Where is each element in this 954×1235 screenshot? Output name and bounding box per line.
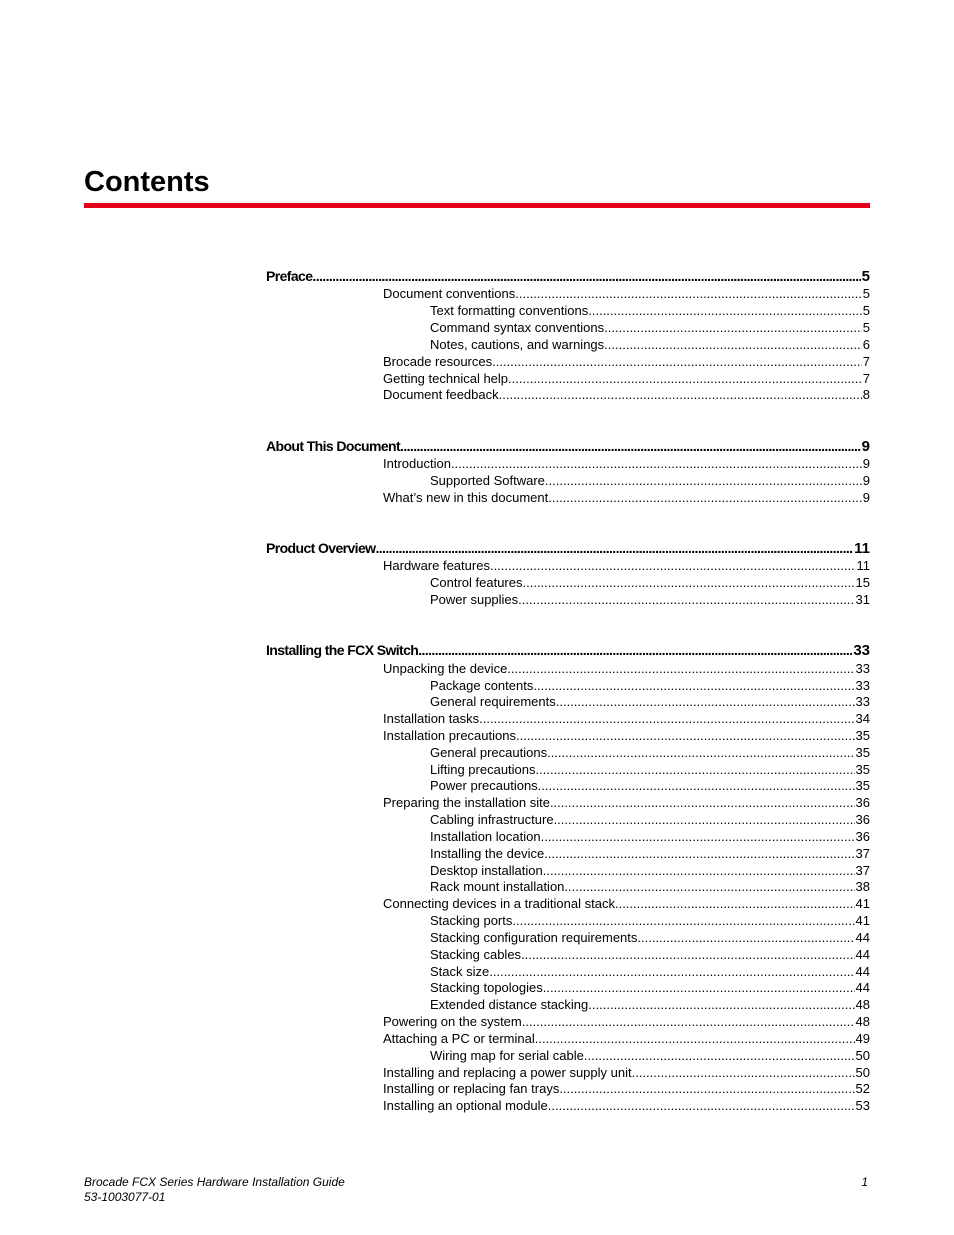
toc-dot-leader	[400, 437, 861, 455]
toc-page-number: 5	[861, 268, 870, 285]
toc-entry-title: Unpacking the device	[383, 661, 508, 676]
toc-chapter-entry[interactable]	[266, 437, 870, 455]
toc-page-number: 9	[861, 438, 870, 455]
toc-chapter-entry[interactable]	[266, 539, 870, 557]
toc-entry-title: General requirements	[430, 694, 556, 709]
toc-page-number: 50	[855, 1048, 870, 1063]
toc-entry-title: Stacking topologies	[430, 980, 543, 995]
toc-entry-title: Preparing the installation site	[383, 795, 550, 810]
toc-page-number: 11	[854, 540, 870, 557]
toc-entry[interactable]	[383, 386, 870, 403]
toc-entry-title: Supported Software	[430, 473, 545, 488]
toc-entry-title: General precautions	[430, 745, 548, 760]
toc-entry-title: Desktop installation	[430, 863, 543, 878]
toc-page-number: 37	[855, 846, 870, 861]
toc-entry-title: Document conventions	[383, 286, 516, 301]
toc-page-number: 7	[862, 371, 870, 386]
toc-entry[interactable]	[430, 574, 870, 591]
toc-page-number: 36	[855, 829, 870, 844]
toc-page-number: 44	[855, 930, 870, 945]
toc-entry-title: Cabling infrastructure	[430, 812, 554, 827]
toc-page-number: 9	[862, 456, 870, 471]
toc-entry[interactable]	[383, 660, 870, 677]
toc-dot-leader	[507, 660, 854, 677]
toc-entry[interactable]	[430, 828, 870, 845]
toc-dot-leader	[515, 285, 862, 302]
toc-entry-title: Installing or replacing fan trays	[383, 1081, 560, 1096]
toc-dot-leader	[584, 1047, 855, 1064]
toc-page-number: 36	[855, 795, 870, 810]
toc-entry[interactable]	[383, 353, 870, 370]
toc-entry[interactable]	[430, 472, 870, 489]
toc-page-number: 41	[855, 896, 870, 911]
toc-dot-leader	[523, 574, 855, 591]
toc-entry[interactable]	[430, 319, 870, 336]
toc-entry-title: Installation precautions	[383, 728, 516, 743]
toc-page-number: 48	[855, 997, 870, 1012]
toc-entry-title: What’s new in this document	[383, 490, 549, 505]
toc-dot-leader	[479, 710, 854, 727]
toc-page-number: 35	[855, 762, 870, 777]
toc-dot-leader	[492, 353, 862, 370]
toc-page-number: 11	[856, 558, 870, 573]
footer-guide-title: Brocade FCX Series Hardware Installation Guide	[84, 1175, 345, 1189]
toc-entry[interactable]	[383, 895, 870, 912]
toc-entry[interactable]	[430, 912, 870, 929]
toc-page-number: 35	[855, 778, 870, 793]
toc-dot-leader	[548, 1097, 855, 1114]
toc-dot-leader	[533, 677, 854, 694]
toc-page-number: 8	[862, 387, 870, 402]
toc-page-number: 48	[855, 1014, 870, 1029]
toc-entry-title: Extended distance stacking	[430, 997, 589, 1012]
toc-entry-title: Wiring map for serial cable	[430, 1048, 584, 1063]
toc-entry[interactable]	[430, 996, 870, 1013]
toc-entry-title: Installing an optional module	[383, 1098, 548, 1113]
toc-page-number: 6	[862, 337, 870, 352]
toc-entry-title: Power supplies	[430, 592, 519, 607]
toc-dot-leader	[543, 979, 855, 996]
toc-page-number: 31	[855, 592, 870, 607]
toc-page-number: 33	[855, 694, 870, 709]
toc-page-number: 33	[855, 678, 870, 693]
toc-entry[interactable]	[430, 1047, 870, 1064]
toc-entry[interactable]	[383, 489, 870, 506]
toc-entry-title: Installing the device	[430, 846, 545, 861]
toc-entry[interactable]	[383, 1097, 870, 1114]
toc-dot-leader	[418, 641, 852, 659]
toc-page-number: 33	[855, 661, 870, 676]
toc-page-number: 44	[855, 947, 870, 962]
toc-page-number: 36	[855, 812, 870, 827]
toc-chapter-entry[interactable]	[266, 267, 870, 285]
toc-entry-title: Stacking configuration requirements	[430, 930, 638, 945]
toc-page-number: 7	[862, 354, 870, 369]
toc-entry[interactable]	[430, 929, 870, 946]
toc-entry-title: Text formatting conventions	[430, 303, 589, 318]
toc-entry[interactable]	[430, 302, 870, 319]
toc-dot-leader	[535, 1030, 855, 1047]
toc-entry[interactable]	[383, 794, 870, 811]
toc-page-number: 50	[855, 1065, 870, 1080]
toc-entry[interactable]	[430, 777, 870, 794]
toc-entry-title: Installing and replacing a power supply unit	[383, 1065, 632, 1080]
toc-entry[interactable]	[430, 845, 870, 862]
toc-page-number: 5	[862, 320, 870, 335]
toc-page-number: 5	[862, 286, 870, 301]
toc-entry[interactable]	[430, 946, 870, 963]
toc-entry-title: Powering on the system	[383, 1014, 522, 1029]
toc-dot-leader	[375, 539, 853, 557]
toc-dot-leader	[451, 455, 862, 472]
toc-entry-title: Getting technical help	[383, 371, 509, 386]
toc-page-number: 34	[855, 711, 870, 726]
toc-page-number: 9	[862, 473, 870, 488]
toc-page-number: 35	[855, 728, 870, 743]
toc-dot-leader	[550, 794, 855, 811]
toc-entry[interactable]	[383, 1013, 870, 1030]
toc-dot-leader	[615, 895, 855, 912]
toc-entry[interactable]	[383, 370, 870, 387]
toc-page-number: 15	[855, 575, 870, 590]
toc-entry-title: Power precautions	[430, 778, 538, 793]
toc-entry-title: Preface	[266, 268, 313, 284]
toc-dot-leader	[541, 828, 855, 845]
toc-entry[interactable]	[430, 591, 870, 608]
toc-entry-title: Package contents	[430, 678, 534, 693]
toc-dot-leader	[554, 811, 855, 828]
toc-dot-leader	[548, 489, 862, 506]
toc-entry[interactable]	[430, 963, 870, 980]
toc-dot-leader	[547, 744, 854, 761]
toc-entry-title: Brocade resources	[383, 354, 493, 369]
toc-page-number: 41	[855, 913, 870, 928]
toc-dot-leader	[512, 912, 854, 929]
toc-entry[interactable]	[430, 336, 870, 353]
footer-doc-number: 53-1003077-01	[84, 1190, 166, 1204]
toc-entry[interactable]	[383, 710, 870, 727]
toc-entry[interactable]	[383, 727, 870, 744]
toc-page-number: 33	[853, 642, 870, 659]
page-title: Contents	[84, 166, 210, 198]
toc-dot-leader	[490, 557, 856, 574]
toc-dot-leader	[559, 1080, 854, 1097]
footer-page-number: 1	[861, 1175, 868, 1189]
toc-dot-leader	[518, 591, 854, 608]
toc-page-number: 44	[855, 964, 870, 979]
toc-entry[interactable]	[383, 557, 870, 574]
toc-dot-leader	[588, 302, 862, 319]
toc-page-number: 49	[855, 1031, 870, 1046]
toc-chapter-entry[interactable]	[266, 641, 870, 659]
toc-page-number: 53	[855, 1098, 870, 1113]
toc-entry-title: Installation tasks	[383, 711, 480, 726]
toc-entry-title: Connecting devices in a traditional stack	[383, 896, 615, 911]
toc-dot-leader	[499, 386, 862, 403]
toc-entry-title: Control features	[430, 575, 523, 590]
toc-dot-leader	[545, 472, 862, 489]
toc-entry-title: Rack mount installation	[430, 879, 565, 894]
toc-dot-leader	[489, 963, 854, 980]
toc-entry-title: Installation location	[430, 829, 541, 844]
toc-dot-leader	[522, 1013, 855, 1030]
toc-page-number: 9	[862, 490, 870, 505]
toc-page-number: 44	[855, 980, 870, 995]
toc-entry-title: Hardware features	[383, 558, 490, 573]
toc-entry[interactable]	[383, 285, 870, 302]
toc-entry[interactable]	[430, 878, 870, 895]
toc-entry-title: Document feedback	[383, 387, 499, 402]
toc-entry[interactable]	[383, 1030, 870, 1047]
toc-page-number: 5	[862, 303, 870, 318]
toc-page-number: 37	[855, 863, 870, 878]
toc-page-number: 38	[855, 879, 870, 894]
toc-dot-leader	[543, 862, 855, 879]
toc-dot-leader	[312, 267, 860, 285]
toc-entry[interactable]	[430, 811, 870, 828]
toc-entry-title: Lifting precautions	[430, 762, 536, 777]
toc-dot-leader	[516, 727, 855, 744]
toc-dot-leader	[544, 845, 854, 862]
toc-entry[interactable]	[430, 862, 870, 879]
toc-dot-leader	[604, 336, 862, 353]
toc-page-number: 52	[855, 1081, 870, 1096]
toc-entry-title: Stacking ports	[430, 913, 513, 928]
toc-entry[interactable]	[430, 761, 870, 778]
toc-dot-leader	[632, 1064, 855, 1081]
toc-entry-title: Product Overview	[266, 540, 376, 556]
toc-dot-leader	[604, 319, 862, 336]
toc-dot-leader	[637, 929, 854, 946]
toc-entry-title: Installing the FCX Switch	[266, 642, 419, 658]
toc-dot-leader	[521, 946, 854, 963]
toc-dot-leader	[556, 693, 855, 710]
toc-dot-leader	[536, 761, 855, 778]
toc-entry-title: Notes, cautions, and warnings	[430, 337, 605, 352]
toc-entry[interactable]	[383, 1080, 870, 1097]
toc-dot-leader	[564, 878, 854, 895]
toc-dot-leader	[538, 777, 855, 794]
toc-entry-title: Command syntax conventions	[430, 320, 605, 335]
toc-entry[interactable]	[430, 744, 870, 761]
toc-dot-leader	[588, 996, 854, 1013]
toc-entry-title: Stacking cables	[430, 947, 522, 962]
toc-entry[interactable]	[430, 979, 870, 996]
toc-entry[interactable]	[430, 677, 870, 694]
toc-entry-title: About This Document	[266, 438, 401, 454]
toc-entry[interactable]	[430, 693, 870, 710]
toc-entry-title: Stack size	[430, 964, 490, 979]
toc-page-number: 35	[855, 745, 870, 760]
toc-entry-title: Introduction	[383, 456, 451, 471]
toc-entry[interactable]	[383, 1064, 870, 1081]
footer	[84, 1175, 345, 1205]
toc-dot-leader	[508, 370, 862, 387]
toc-entry-title: Attaching a PC or terminal	[383, 1031, 535, 1046]
toc-entry[interactable]	[383, 455, 870, 472]
